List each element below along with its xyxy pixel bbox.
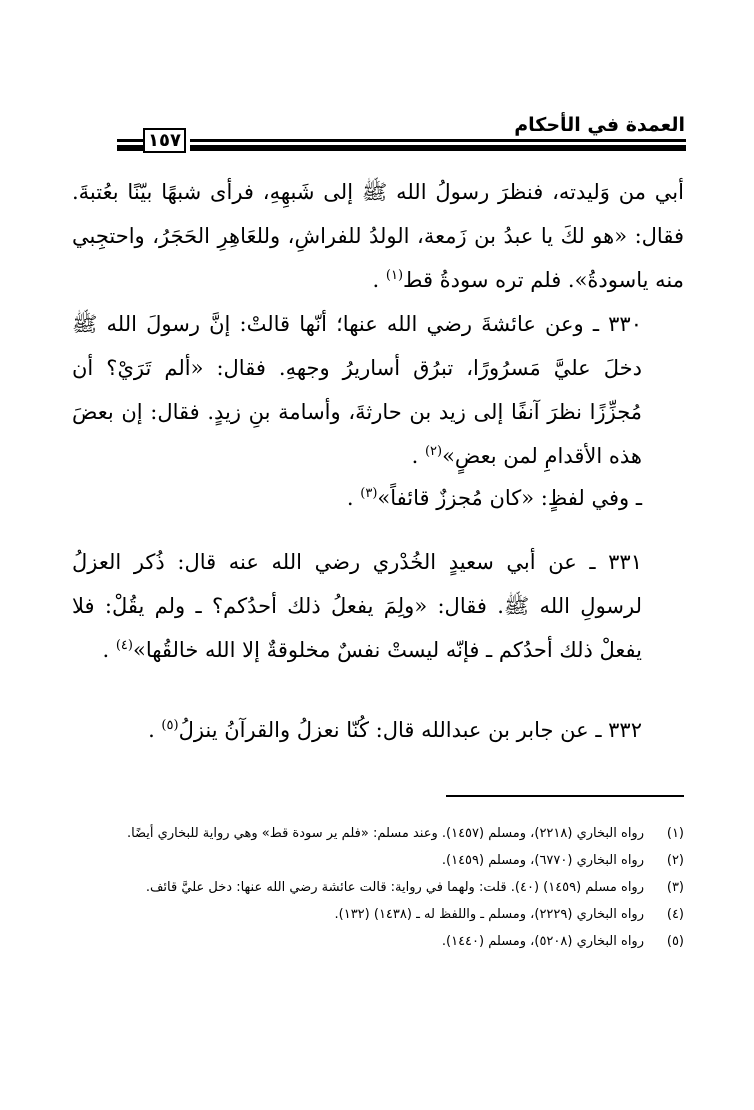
- footnote-number: (٢): [666, 853, 684, 868]
- header-short-rule: [117, 139, 143, 142]
- hadith-331: ٣٣١ ـ عن أبي سعيدٍ الخُدْري رضي الله عنه قال: ذُكر العزلُ لرسولِ الله ﷺ. فقال: «ولِمَ يفعلُ ذلك أحدُكم؟ ـ ولم يقُلْ: فلا يفعلْ ذلك أحدُكم ـ فإنّه ليستْ نفسٌ مخلوقةٌ إلا الله خالقُها»$^{(٤)}$ .: [72, 550, 642, 662]
- footnote-number: (٣): [666, 880, 684, 895]
- footnote-text: رواه البخاري (٥٢٠٨)، ومسلم (١٤٤٠).: [441, 934, 644, 949]
- footnote-text: رواه البخاري (٢٢١٨)، ومسلم (١٤٥٧). وعند مسلم: «فلم ير سودة قط» وهي رواية للبخاري أيضًا.: [126, 826, 644, 841]
- footnote-ref: (١): [385, 268, 404, 283]
- footnote-number: (١): [666, 826, 684, 841]
- paragraph-text: ٣٣٢ ـ عن جابر بن عبدالله قال: كُنّا نعزلُ والقرآنُ ينزلُ: [178, 718, 642, 742]
- footnote-number: (٥): [666, 934, 684, 949]
- paragraph-text: أبي من وَليدته، فنظرَ رسولُ الله ﷺ إلى شَبهِهِ، فرأى شبهًا بيّنًا بعُتبةَ. فقال: «هو لكَ يا عبدُ بن زَمعة، الولدُ للفراشِ، وللعَاهِرِ الحَجَرُ، واحتجِبي منه ياسودةُ». فلم تره سودةُ قط: [72, 180, 684, 292]
- header-short-rule-thick: [117, 145, 143, 151]
- paragraph-text: ـ وفي لفظٍ: «كان مُجززٌ قائفاً»: [377, 486, 642, 510]
- paragraph-continuation: أبي من وَليدته، فنظرَ رسولُ الله ﷺ إلى شَبهِهِ، فرأى شبهًا بيّنًا بعُتبةَ. فقال: «هو لكَ يا عبدُ بن زَمعة، الولدُ للفراشِ، وللعَاهِرِ الحَجَرُ، واحتجِبي منه ياسودةُ». فلم تره سودةُ قط$^{(١)}$ .: [72, 180, 684, 292]
- footnotes: [96, 820, 684, 955]
- footnote-ref: (٥): [161, 718, 179, 733]
- footnote-3: [96, 874, 684, 901]
- header-rule-thick: [190, 145, 686, 151]
- footnote-1: [96, 820, 684, 847]
- footnote-4: [96, 901, 684, 928]
- footnote-text: رواه البخاري (٢٢٢٩)، ومسلم ـ واللفظ له ـ (١٤٣٨) (١٣٢).: [334, 907, 644, 922]
- footnote-5: [96, 928, 684, 955]
- footnote-separator: [446, 795, 684, 797]
- page-number: ١٥٧: [143, 128, 186, 153]
- footnote-text: رواه مسلم (١٤٥٩) (٤٠). قلت: ولهما في رواية: قالت عائشة رضي الله عنها: دخل عليَّ قائف.: [145, 880, 644, 895]
- footnote-text: رواه البخاري (٦٧٧٠)، ومسلم (١٤٥٩).: [441, 853, 644, 868]
- running-title: العمدة في الأحكام: [514, 114, 685, 136]
- header-rule: [190, 139, 686, 142]
- footnote-2: [96, 847, 684, 874]
- footnote-ref: (٢): [424, 444, 443, 459]
- footnote-number: (٤): [666, 907, 684, 922]
- footnote-ref: (٤): [115, 638, 133, 653]
- footnote-ref: (٣): [360, 486, 378, 501]
- paragraph-text: ٣٣٠ ـ وعن عائشةَ رضي الله عنها؛ أنّها قالتْ: إنَّ رسولَ الله ﷺ دخلَ عليَّ مَسرُورًا، تبرُق أساريرُ وجههِ. فقال: «ألم تَرَيْ؟ أن مُجزِّزًا نظرَ آنفًا إلى زيد بن حارثةَ، وأسامة بنِ زيدٍ. فقال: إن بعضَ هذه الأقدامِ لمن بعضٍ»: [72, 312, 642, 468]
- paragraph-text: ٣٣١ ـ عن أبي سعيدٍ الخُدْري رضي الله عنه قال: ذُكر العزلُ لرسولِ الله ﷺ. فقال: «ولِمَ يفعلُ ذلك أحدُكم؟ ـ ولم يقُلْ: فلا يفعلْ ذلك أحدُكم ـ فإنّه ليستْ نفسٌ مخلوقةٌ إلا الله خالقُها»: [72, 550, 642, 662]
- hadith-330-variant: ـ وفي لفظٍ: «كان مُجززٌ قائفاً»$^{(٣)}$ .: [346, 486, 642, 510]
- hadith-330: ٣٣٠ ـ وعن عائشةَ رضي الله عنها؛ أنّها قالتْ: إنَّ رسولَ الله ﷺ دخلَ عليَّ مَسرُورًا، تبرُق أساريرُ وجههِ. فقال: «ألم تَرَيْ؟ أن مُجزِّزًا نظرَ آنفًا إلى زيد بن حارثةَ، وأسامة بنِ زيدٍ. فقال: إن بعضَ هذه الأقدامِ لمن بعضٍ»$^{(٢)}$ .: [72, 312, 642, 468]
- hadith-332: ٣٣٢ ـ عن جابر بن عبدالله قال: كُنّا نعزلُ والقرآنُ ينزلُ$^{(٥)}$ .: [148, 718, 642, 742]
